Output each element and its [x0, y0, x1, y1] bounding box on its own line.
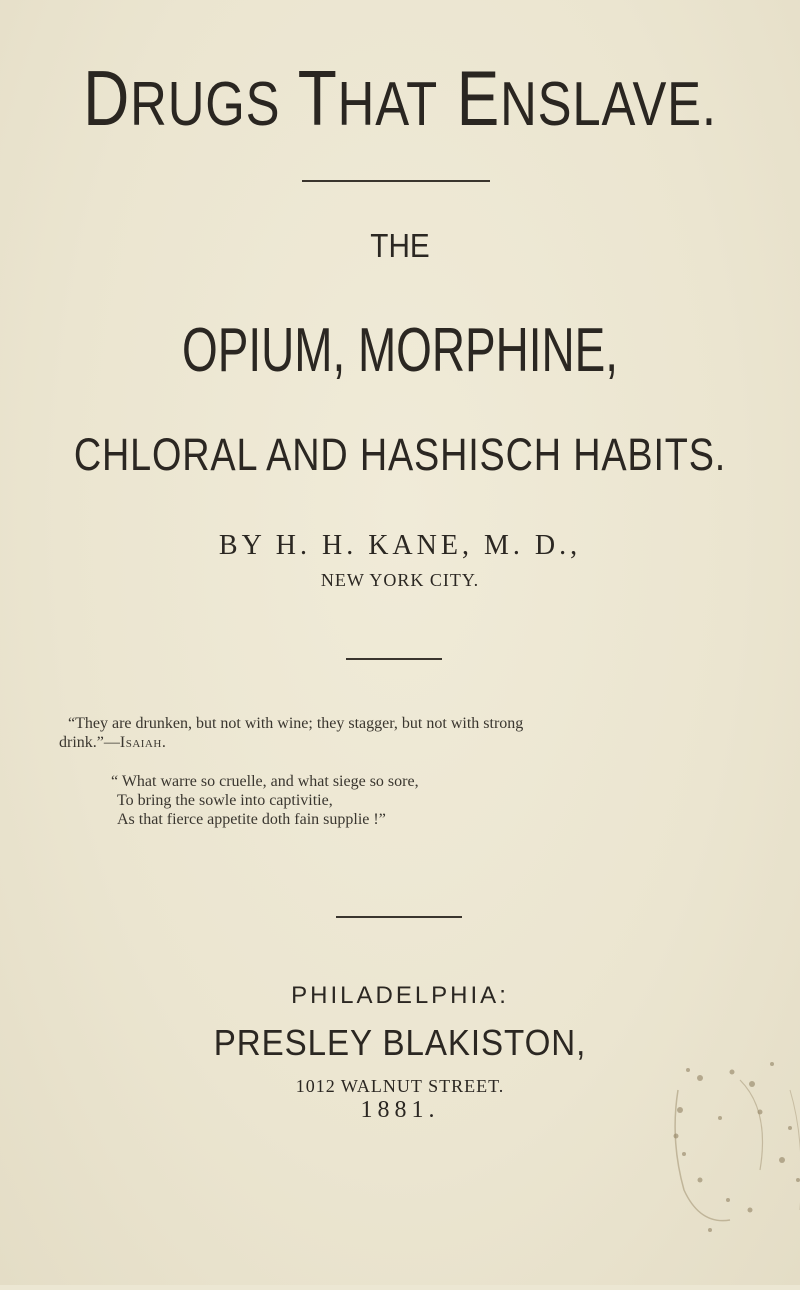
verse-line-1: “ What warre so cruelle, and what siege so sore, — [111, 773, 419, 790]
publication-year: 1881. — [360, 1097, 440, 1123]
publisher-name: PRESLEY BLAKISTON, — [213, 1022, 587, 1063]
imprint-city: PHILADELPHIA: — [291, 982, 509, 1009]
divider-rule-2 — [346, 658, 442, 660]
divider-rule-1 — [302, 180, 490, 182]
title-initial-2: T — [297, 54, 338, 142]
book-title — [72, 54, 728, 145]
author-byline: BY H. H. KANE, M. D., — [218, 530, 582, 561]
epigraph-isaiah-line-1: “They are drunken, but not with wine; they stagger, but not with strong — [68, 715, 524, 732]
title-rest-1: RUGS — [130, 70, 281, 139]
divider-rule-3 — [336, 916, 462, 918]
epigraph-attribution: Isaiah. — [119, 734, 167, 751]
author-city: NEW YORK CITY. — [320, 570, 480, 590]
verse-line-3: As that fierce appetite doth fain supplie !” — [117, 811, 386, 828]
epigraph-verse — [111, 772, 419, 829]
title-initial-3: E — [456, 54, 501, 142]
verse-line-2: To bring the sowle into captivitie, — [117, 792, 333, 809]
epigraph-isaiah-text: drink.”— — [59, 734, 120, 751]
subtitle-line-2: CHLORAL AND HASHISCH HABITS. — [73, 429, 727, 480]
subtitle-the: THE — [370, 227, 430, 264]
epigraph-isaiah — [59, 714, 768, 752]
paper-stain-mark — [640, 1050, 800, 1290]
subtitle-line-1: OPIUM, MORPHINE, — [182, 316, 618, 385]
epigraph-isaiah-line-2 — [59, 733, 768, 752]
title-rest-3: NSLAVE. — [500, 70, 717, 139]
publisher-address: 1012 WALNUT STREET. — [295, 1076, 505, 1096]
title-rest-2: HAT — [337, 70, 439, 139]
title-initial-1: D — [83, 54, 131, 142]
